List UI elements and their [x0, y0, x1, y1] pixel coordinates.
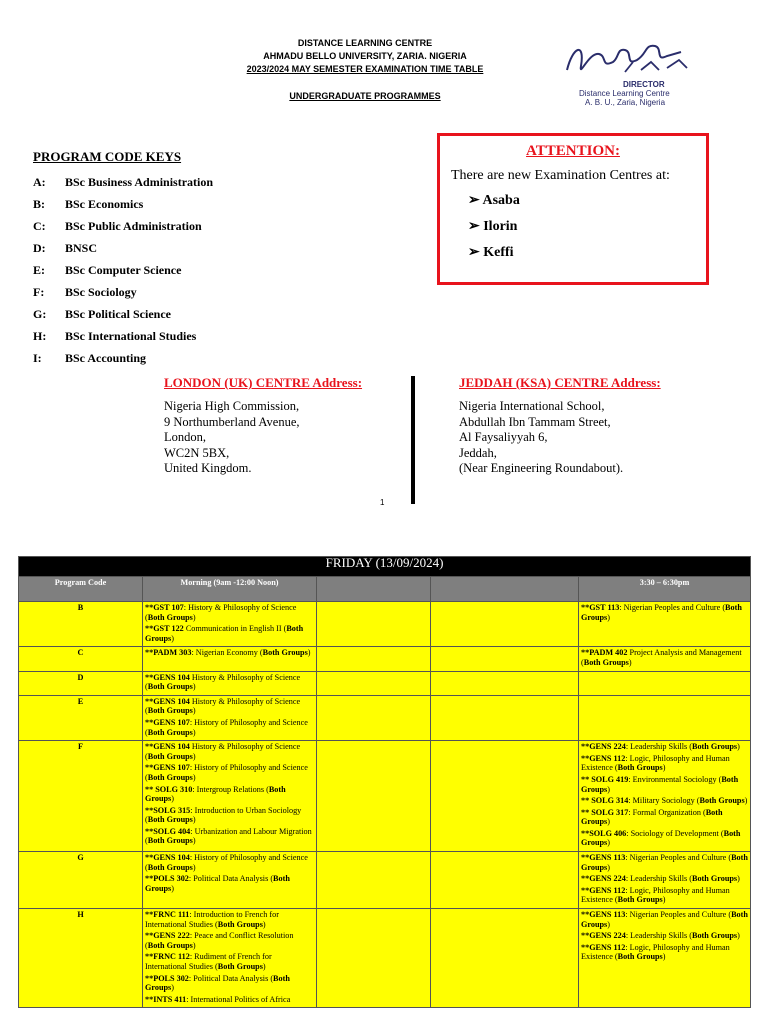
address-line: 9 Northumberland Avenue,	[164, 414, 300, 429]
course-entry: **SOLG 404: Urbanization and Labour Migration (Both Groups)	[145, 826, 312, 846]
timetable-row	[19, 909, 751, 1008]
course-title: : Introduction to Urban Sociology (	[145, 805, 302, 825]
key-name: BSc Economics	[65, 197, 144, 211]
timetable-row	[19, 695, 751, 740]
course-code: **GENS 224	[581, 931, 626, 941]
course-entry: **GENS 222: Peace and Conflict Resolution (Both Groups)	[145, 931, 294, 950]
course-code: **PADM 303	[145, 648, 192, 658]
course-code: **GST 107	[145, 603, 184, 612]
timetable-row	[19, 602, 751, 647]
col-empty	[431, 577, 579, 602]
key-code: B:	[33, 197, 45, 211]
empty-cell	[431, 647, 579, 671]
program-code-cell: C	[19, 647, 143, 671]
course-groups: Both Groups	[147, 772, 193, 782]
program-code-cell: D	[19, 671, 143, 695]
program-code-cell: B	[19, 602, 143, 647]
empty-cell	[431, 602, 579, 647]
course-title: : Political Data Analysis (	[188, 973, 274, 983]
course-entry: **GENS 112: Logic, Philosophy and Human Existence (Both Groups)	[581, 942, 730, 962]
arrow-bullet-icon: ➢	[468, 245, 484, 260]
centre-item: ➢ Asaba	[468, 193, 520, 208]
course-groups: Both Groups	[691, 874, 738, 884]
empty-cell	[317, 647, 431, 671]
jeddah-title: JEDDAH (KSA) CENTRE Address:	[459, 375, 661, 390]
afternoon-cell	[579, 602, 751, 647]
course-entry: **SOLG 406: Sociology of Development (Both Groups)	[581, 828, 741, 848]
course-code: **POLS 302	[145, 874, 189, 884]
stamp-office-2: A. B. U., Zaria, Nigeria	[585, 98, 666, 107]
course-groups: Both Groups	[583, 657, 629, 667]
page-number: 1	[380, 498, 385, 507]
course-title: : International Politics of Africa	[186, 994, 291, 1004]
address-divider	[411, 376, 415, 504]
course-code: **GENS 104	[145, 672, 190, 682]
header-line-1: DISTANCE LEARNING CENTRE	[297, 38, 433, 48]
course-title: : Leadership Skills (	[625, 874, 692, 884]
stamp-office-1: Distance Learning Centre	[579, 89, 670, 98]
address-line: Al Faysaliyyah 6,	[459, 430, 548, 444]
doc-header	[180, 37, 550, 103]
course-title: : Peace and Conflict Resolution (	[145, 931, 294, 950]
course-groups: Both Groups	[147, 727, 193, 737]
col-afternoon: 3:30 – 6:30pm	[579, 577, 751, 602]
empty-cell	[431, 671, 579, 695]
course-entry: ** SOLG 419: Environmental Sociology (Both Groups)	[581, 774, 739, 794]
course-code: **GENS 224	[581, 742, 626, 752]
course-entry: **GENS 224: Leadership Skills (Both Groups)	[581, 874, 740, 884]
course-title: Communication in English II (	[183, 624, 287, 634]
course-code: **GENS 113	[581, 853, 626, 863]
course-title: Project Analysis and Management (	[581, 648, 742, 667]
course-groups: Both Groups	[147, 815, 193, 825]
afternoon-cell	[579, 909, 751, 1008]
course-title: : History & Philosophy of Science (	[145, 603, 297, 622]
address-line: Nigeria High Commission,	[164, 399, 300, 413]
timetable-row	[19, 647, 751, 671]
key-name: BSc Computer Science	[65, 263, 182, 277]
course-code: **SOLG 315	[145, 805, 191, 815]
program-key-item	[33, 175, 213, 197]
timetable-row	[19, 741, 751, 852]
course-title: : Nigerian Peoples and Culture (	[625, 853, 732, 863]
course-code: **GENS 107	[145, 717, 190, 727]
course-title: : Nigerian Economy (	[191, 648, 263, 658]
timetable-row	[19, 671, 751, 695]
key-name: BSc Sociology	[65, 285, 137, 299]
course-entry: **FRNC 112: Rudiment of French for International Studies (Both Groups)	[145, 952, 272, 971]
course-code: ** SOLG 317	[581, 807, 629, 817]
course-groups: Both Groups	[617, 895, 663, 905]
empty-cell	[431, 741, 579, 852]
course-code: **FRNC 112	[145, 952, 190, 962]
course-title: : Nigerian Peoples and Culture (	[625, 910, 732, 920]
director-signature-stamp	[555, 32, 715, 120]
afternoon-cell	[579, 671, 751, 695]
course-title: : Sociology of Development (	[626, 828, 724, 838]
course-groups: Both Groups	[145, 973, 290, 993]
course-code: **GENS 224	[581, 874, 626, 884]
course-title: : Logic, Philosophy and Human Existence (	[581, 885, 730, 905]
key-code: H:	[33, 329, 47, 343]
address-line: Nigeria International School,	[459, 399, 605, 413]
centre-list	[440, 188, 706, 266]
col-morning: Morning (9am -12:00 Noon)	[143, 577, 317, 602]
course-groups: Both Groups	[145, 624, 304, 643]
course-title: History & Philosophy of Science (	[145, 672, 301, 692]
handwritten-signature	[567, 46, 681, 70]
course-groups: Both Groups	[691, 742, 738, 752]
empty-cell	[431, 852, 579, 909]
program-key-item	[33, 307, 213, 329]
afternoon-cell	[579, 852, 751, 909]
course-entry: ** SOLG 314: Military Sociology (Both Groups)	[581, 796, 748, 806]
program-keys-list	[33, 175, 213, 373]
course-groups: Both Groups	[147, 836, 193, 846]
course-title: : Nigerian Peoples and Culture (	[619, 603, 726, 612]
course-entry: **GENS 112: Logic, Philosophy and Human Existence (Both Groups)	[581, 885, 730, 905]
course-groups: Both Groups	[581, 807, 723, 827]
course-code: **GENS 222	[145, 931, 190, 941]
key-code: D:	[33, 241, 46, 255]
course-code: **GENS 112	[581, 942, 626, 952]
course-title: : Formal Organization (	[628, 807, 706, 817]
empty-cell	[431, 909, 579, 1008]
empty-cell	[317, 741, 431, 852]
course-title: History & Philosophy of Science (	[145, 742, 301, 761]
arrow-bullet-icon: ➢	[468, 193, 483, 208]
afternoon-cell	[579, 695, 751, 740]
course-groups: Both Groups	[147, 612, 193, 622]
course-code: **FRNC 111	[145, 910, 190, 920]
course-title: : Logic, Philosophy and Human Existence (	[581, 753, 730, 773]
morning-cell	[143, 671, 317, 695]
course-title: : Leadership Skills (	[625, 931, 692, 941]
address-line: Jeddah,	[459, 445, 497, 460]
day-header: FRIDAY (13/09/2024)	[19, 557, 751, 577]
morning-cell	[143, 741, 317, 852]
course-groups: Both Groups	[147, 682, 193, 692]
course-groups: Both Groups	[217, 962, 263, 971]
header-line-2: AHMADU BELLO UNIVERSITY, ZARIA. NIGERIA	[263, 51, 467, 61]
stamp-title: DIRECTOR	[623, 80, 665, 89]
attention-box	[437, 133, 709, 285]
key-name: BSc Political Science	[65, 307, 171, 321]
program-code-cell: G	[19, 852, 143, 909]
timetable-row	[19, 852, 751, 909]
course-code: ** SOLG 314	[581, 796, 629, 806]
course-entry: **GENS 107: History of Philosophy and Science (Both Groups)	[145, 717, 308, 737]
program-key-item	[33, 263, 213, 285]
address-line: United Kingdom.	[164, 461, 252, 475]
key-code: C:	[33, 219, 46, 233]
key-code: E:	[33, 263, 45, 277]
course-entry: **GST 122 Communication in English II (Both Groups)	[145, 624, 304, 643]
course-title: : Political Data Analysis (	[188, 874, 274, 884]
course-entry: **GENS 104 History & Philosophy of Science (Both Groups)	[145, 672, 301, 692]
program-code-cell: F	[19, 741, 143, 852]
program-code-cell: E	[19, 695, 143, 740]
empty-cell	[317, 671, 431, 695]
course-entry: **GENS 104: History of Philosophy and Science (Both Groups)	[145, 853, 308, 872]
course-entry: **GENS 224: Leadership Skills (Both Groups)	[581, 742, 740, 752]
course-groups: Both Groups	[145, 874, 290, 893]
program-key-item	[33, 219, 213, 241]
address-line: London,	[164, 430, 207, 444]
course-groups: Both Groups	[581, 910, 748, 929]
empty-cell	[317, 602, 431, 647]
course-title: : Logic, Philosophy and Human Existence (	[581, 942, 730, 962]
course-title: History & Philosophy of Science (	[145, 696, 301, 716]
empty-cell	[431, 695, 579, 740]
course-title: : Introduction to French for International Studies (	[145, 910, 279, 929]
course-groups: Both Groups	[262, 648, 308, 658]
morning-cell	[143, 909, 317, 1008]
attention-title: ATTENTION:	[526, 143, 620, 159]
address-line: (Near Engineering Roundabout).	[459, 461, 624, 475]
jeddah-address	[459, 399, 623, 477]
centre-item: ➢ Ilorin	[468, 219, 518, 234]
course-entry: **GENS 107: History of Philosophy and Science (Both Groups)	[145, 763, 308, 782]
course-title: : Urbanization and Labour Migration (	[145, 826, 312, 846]
program-key-item	[33, 197, 213, 219]
course-entry: **GENS 113: Nigerian Peoples and Culture (Both Groups)	[581, 853, 748, 872]
course-entry: **POLS 302: Political Data Analysis (Both Groups)	[145, 874, 290, 893]
course-groups: Both Groups	[581, 603, 742, 622]
course-code: **GENS 107	[145, 763, 190, 773]
course-title: : Environmental Sociology (	[628, 774, 722, 784]
address-line: WC2N 5BX,	[164, 445, 230, 460]
london-address	[164, 399, 300, 477]
course-title: : Rudiment of French for International Studies (	[145, 952, 272, 971]
course-code: **INTS 411	[145, 994, 187, 1004]
course-entry: **GENS 112: Logic, Philosophy and Human Existence (Both Groups)	[581, 753, 730, 773]
program-key-item	[33, 329, 213, 351]
course-entry: **GENS 104 History & Philosophy of Science (Both Groups)	[145, 742, 301, 761]
key-code: A:	[33, 175, 46, 189]
key-name: BSc International Studies	[65, 329, 197, 343]
key-name: BSc Public Administration	[65, 219, 202, 233]
course-groups: Both Groups	[147, 862, 193, 872]
course-entry: **GST 113: Nigerian Peoples and Culture (Both Groups)	[581, 603, 742, 622]
course-code: **GENS 104	[145, 742, 190, 752]
course-title: : Military Sociology (	[628, 796, 700, 806]
course-entry	[145, 995, 314, 1005]
course-code: ** SOLG 419	[581, 774, 629, 784]
key-name: BSc Business Administration	[65, 175, 214, 189]
empty-cell	[317, 852, 431, 909]
course-code: **SOLG 404	[145, 826, 191, 836]
header-line-4: UNDERGRADUATE PROGRAMMES	[289, 91, 441, 101]
course-code: **GENS 104	[145, 853, 190, 863]
course-code: ** SOLG 310	[145, 784, 193, 794]
address-line: Abdullah Ibn Tammam Street,	[459, 414, 611, 429]
course-groups: Both Groups	[699, 796, 745, 806]
key-code: I:	[33, 351, 42, 365]
timetable-body	[19, 602, 751, 1008]
program-key-item	[33, 351, 213, 373]
key-code: F:	[33, 285, 45, 299]
course-title: : Leadership Skills (	[625, 742, 692, 752]
course-entry: **PADM 402 Project Analysis and Management (Both Groups)	[581, 648, 742, 667]
program-code-cell: H	[19, 909, 143, 1008]
course-groups: Both Groups	[617, 763, 663, 773]
course-groups: Both Groups	[217, 919, 263, 929]
afternoon-cell	[579, 741, 751, 852]
course-entry: **SOLG 315: Introduction to Urban Sociology (Both Groups)	[145, 805, 302, 825]
course-groups: Both Groups	[145, 784, 286, 804]
course-entry: **POLS 302: Political Data Analysis (Both Groups)	[145, 973, 290, 993]
header-line-3: 2023/2024 MAY SEMESTER EXAMINATION TIME TABLE	[246, 64, 484, 74]
course-code: **PADM 402	[581, 648, 628, 658]
program-keys-title: PROGRAM CODE KEYS	[33, 149, 182, 164]
exam-timetable	[18, 556, 751, 1008]
morning-cell	[143, 647, 317, 671]
course-code: **GENS 113	[581, 910, 626, 920]
course-entry: ** SOLG 310: Intergroup Relations (Both Groups)	[145, 784, 286, 804]
course-title: : History of Philosophy and Science (	[145, 763, 308, 782]
course-entry: **GST 107: History & Philosophy of Science (Both Groups)	[145, 603, 297, 622]
course-groups: Both Groups	[691, 931, 738, 941]
course-code: **SOLG 406	[581, 828, 627, 838]
key-name: BSc Accounting	[65, 351, 147, 365]
course-groups: Both Groups	[617, 952, 663, 962]
morning-cell	[143, 695, 317, 740]
course-groups: Both Groups	[581, 774, 739, 794]
program-key-item	[33, 285, 213, 307]
morning-cell	[143, 852, 317, 909]
course-code: **GENS 112	[581, 753, 626, 763]
empty-cell	[317, 909, 431, 1008]
morning-cell	[143, 602, 317, 647]
course-groups: Both Groups	[147, 706, 193, 716]
course-title: : History of Philosophy and Science (	[145, 853, 308, 872]
course-entry: **GENS 113: Nigerian Peoples and Culture (Both Groups)	[581, 910, 748, 929]
attention-subtitle: There are new Examination Centres at:	[451, 168, 670, 183]
col-empty	[317, 577, 431, 602]
course-groups: Both Groups	[581, 828, 741, 848]
empty-cell	[317, 695, 431, 740]
arrow-bullet-icon: ➢	[468, 219, 484, 234]
key-code: G:	[33, 307, 47, 321]
course-entry: ** SOLG 317: Formal Organization (Both Groups)	[581, 807, 723, 827]
course-code: **GENS 104	[145, 696, 190, 706]
course-groups: Both Groups	[147, 940, 193, 950]
course-code: **POLS 302	[145, 973, 189, 983]
london-title: LONDON (UK) CENTRE Address:	[164, 375, 363, 390]
program-key-item	[33, 241, 213, 263]
course-entry: **FRNC 111: Introduction to French for International Studies (Both Groups)	[145, 910, 279, 929]
course-groups: Both Groups	[581, 853, 748, 872]
course-code: **GENS 112	[581, 885, 626, 895]
key-name: BNSC	[65, 241, 98, 255]
course-code: **GST 122	[145, 624, 184, 634]
course-entry: **PADM 303: Nigerian Economy (Both Groups)	[145, 648, 311, 658]
course-code: **GST 113	[581, 603, 620, 612]
course-groups: Both Groups	[147, 751, 193, 761]
course-title: : Intergroup Relations (	[192, 784, 269, 794]
centre-item: ➢ Keffi	[468, 245, 514, 260]
course-title: : History of Philosophy and Science (	[145, 717, 308, 737]
col-program-code: Program Code	[19, 577, 143, 602]
course-entry: **GENS 224: Leadership Skills (Both Groups)	[581, 931, 740, 941]
course-entry: **GENS 104 History & Philosophy of Science (Both Groups)	[145, 696, 301, 716]
afternoon-cell	[579, 647, 751, 671]
